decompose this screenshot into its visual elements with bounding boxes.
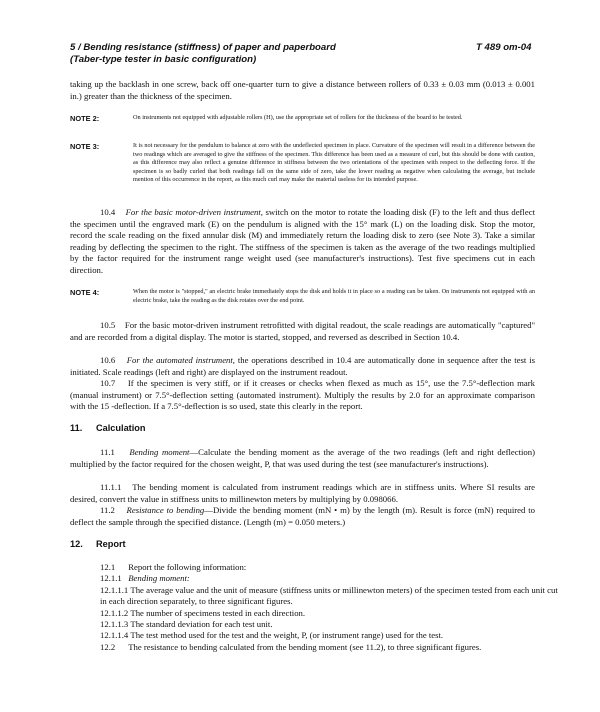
note2-text: On instruments not equipped with adjustable rollers (H), use the appropriate set of rollers for the thickness of the board to be tested. — [133, 114, 463, 121]
paragraph-10-7 — [70, 378, 535, 413]
paragraph-body: switch on the motor to rotate the loading disk (F) to the left and thus deflect the specimen until the engraved mark (E) on the pendulum is aligned with the 15° mark (L) on the loading disk. Stop the motor, record the scale reading on the fixed annular disk (M) and immediately return the loading disk to zero (see Note 3). Take a similar reading by deflecting the specimen to the right. The stiffness of the specimen is taken as the average of the two readings multiplied by the factor required for the instrument range weight used (see manufacturer's instructions). Test five specimens cut in each direction. — [70, 207, 535, 275]
paragraph-number: 10.6 — [100, 355, 116, 365]
report-items-list — [100, 562, 558, 653]
section-title: Calculation — [96, 423, 146, 433]
paragraph-lead: Resistance to bending — [126, 505, 205, 515]
list-item: 12.1 Report the following information: — [100, 562, 247, 572]
header-title-line1: 5 / Bending resistance (stiffness) of paper and paperboard — [70, 42, 336, 53]
intro-paragraph: taking up the backlash in one screw, back off one-quarter turn to give a distance between rollers of 0.33 ± 0.03 mm (0.013 ± 0.001 in.) greater than the thickness of the specimen. — [70, 79, 535, 101]
paragraph-number: 11.1 — [100, 447, 115, 457]
note3-text: It is not necessary for the pendulum to balance at zero with the undeflected specimen in place. Curvature of the specimen will result in a difference between the two readings which are averaged to give the stiffness of the specimen. This difference has been used as a measure of curl, but this should be done with caution, as this difference may also reflect a genuine difference in stiffness between the two orientations of the specimen with respect to the deflecting force. If the specimen is so badly curled that both readings fall on the same side of zero, take the lower reading as negative when calculating the average, but include mention of this occurrence in the report, as this much curl may make the material useless for its intended purpose. — [133, 142, 535, 184]
note2-label: NOTE 2: — [70, 114, 100, 123]
paragraph-number: 11.1.1 — [100, 482, 122, 492]
paragraph-body: —Calculate the bending moment as the average of the two readings (left and right deflection) multiplied by the factor required for the chosen weight, P, that was used during the test (see manufacturer's instructions). — [70, 447, 535, 469]
paragraph-body: If the specimen is very stiff, or if it creases or checks when flexed as much as 15°, use the 7.5°-deflection mark (manual instrument) or 7.5°-deflection setting (automated instrument). Multiply the results by 2.0 for an approximate comparison with the 15 -deflection. If a 7.5°-deflection is so used, state this clearly in the report. — [70, 378, 535, 412]
section-number: 11. — [70, 423, 83, 433]
paragraph-11-2 — [70, 505, 535, 528]
paragraph-body: —Divide the bending moment (mN • m) by the length (m). Result is force (mN) required to deflect the sample through the specified distance. (Length (m) = 0.050 meters.) — [70, 505, 536, 527]
section-number: 12. — [70, 539, 83, 549]
section-heading-calculation — [70, 423, 146, 433]
paragraph-11-1 — [70, 447, 535, 470]
note3-label: NOTE 3: — [70, 142, 100, 151]
paragraph-number: 10.4 — [100, 207, 116, 217]
paragraph-10-5 — [70, 320, 535, 343]
paragraph-body: The bending moment is calculated from instrument readings which are in stiffness units. Where SI results are desired, convert the value in stiffness units to millinewton meters by multiplying by 0.098066. — [70, 482, 535, 504]
running-header-title — [70, 42, 450, 66]
list-item: 12.1.1.3 The standard deviation for each test unit. — [100, 619, 273, 630]
section-heading-report — [70, 539, 126, 549]
header-title-line2: (Taber-type tester in basic configuration) — [70, 54, 257, 65]
note4-label: NOTE 4: — [70, 288, 100, 297]
paragraph-lead: Bending moment — [129, 447, 190, 457]
paragraph-11-1-1 — [70, 482, 535, 505]
paragraph-number: 10.7 — [100, 378, 116, 388]
paragraph-body: For the basic motor-driven instrument retrofitted with digital readout, the scale readings are automatically "captured" and are recorded from a digital display. The motor is started, stopped, and reversed as described in Section 10.4. — [70, 320, 536, 342]
list-item: 12.1.1.1 The average value and the unit of measure (stiffness units or millinewton meters) of the specimen tested from each unit cut in each direction separately, to three significant figures. — [100, 584, 558, 607]
paragraph-number: 10.5 — [100, 320, 116, 330]
list-item: 12.2 The resistance to bending calculated from the bending moment (see 11.2), to three significant figures. — [100, 641, 482, 652]
paragraph-10-4 — [70, 207, 535, 277]
list-item: 12.1.1 Bending moment: — [100, 573, 190, 584]
note4-text: When the motor is "stopped," an electric brake immediately stops the disk and holds it in place so a reading can be taken. On instruments not equipped with an electric brake, take the reading as the disk rotates over the end point. — [133, 288, 535, 304]
paragraph-lead: For the automated instrument, — [126, 355, 235, 365]
list-item: 12.1.1.4 The test method used for the test and the weight, P, (or instrument range) used for the test. — [100, 630, 444, 641]
paragraph-number: 11.2 — [100, 505, 115, 515]
paragraph-body: the operations described in 10.4 are automatically done in sequence after the test is initiated. Scale readings (left and right) are displayed on the instrument readout. — [70, 355, 536, 377]
section-title: Report — [96, 539, 126, 549]
paragraph-10-6 — [70, 355, 535, 378]
document-id: T 489 om-04 — [476, 42, 532, 53]
paragraph-lead: For the basic motor-driven instrument, — [125, 207, 263, 217]
list-item: 12.1.1.2 The number of specimens tested in each direction. — [100, 607, 306, 618]
